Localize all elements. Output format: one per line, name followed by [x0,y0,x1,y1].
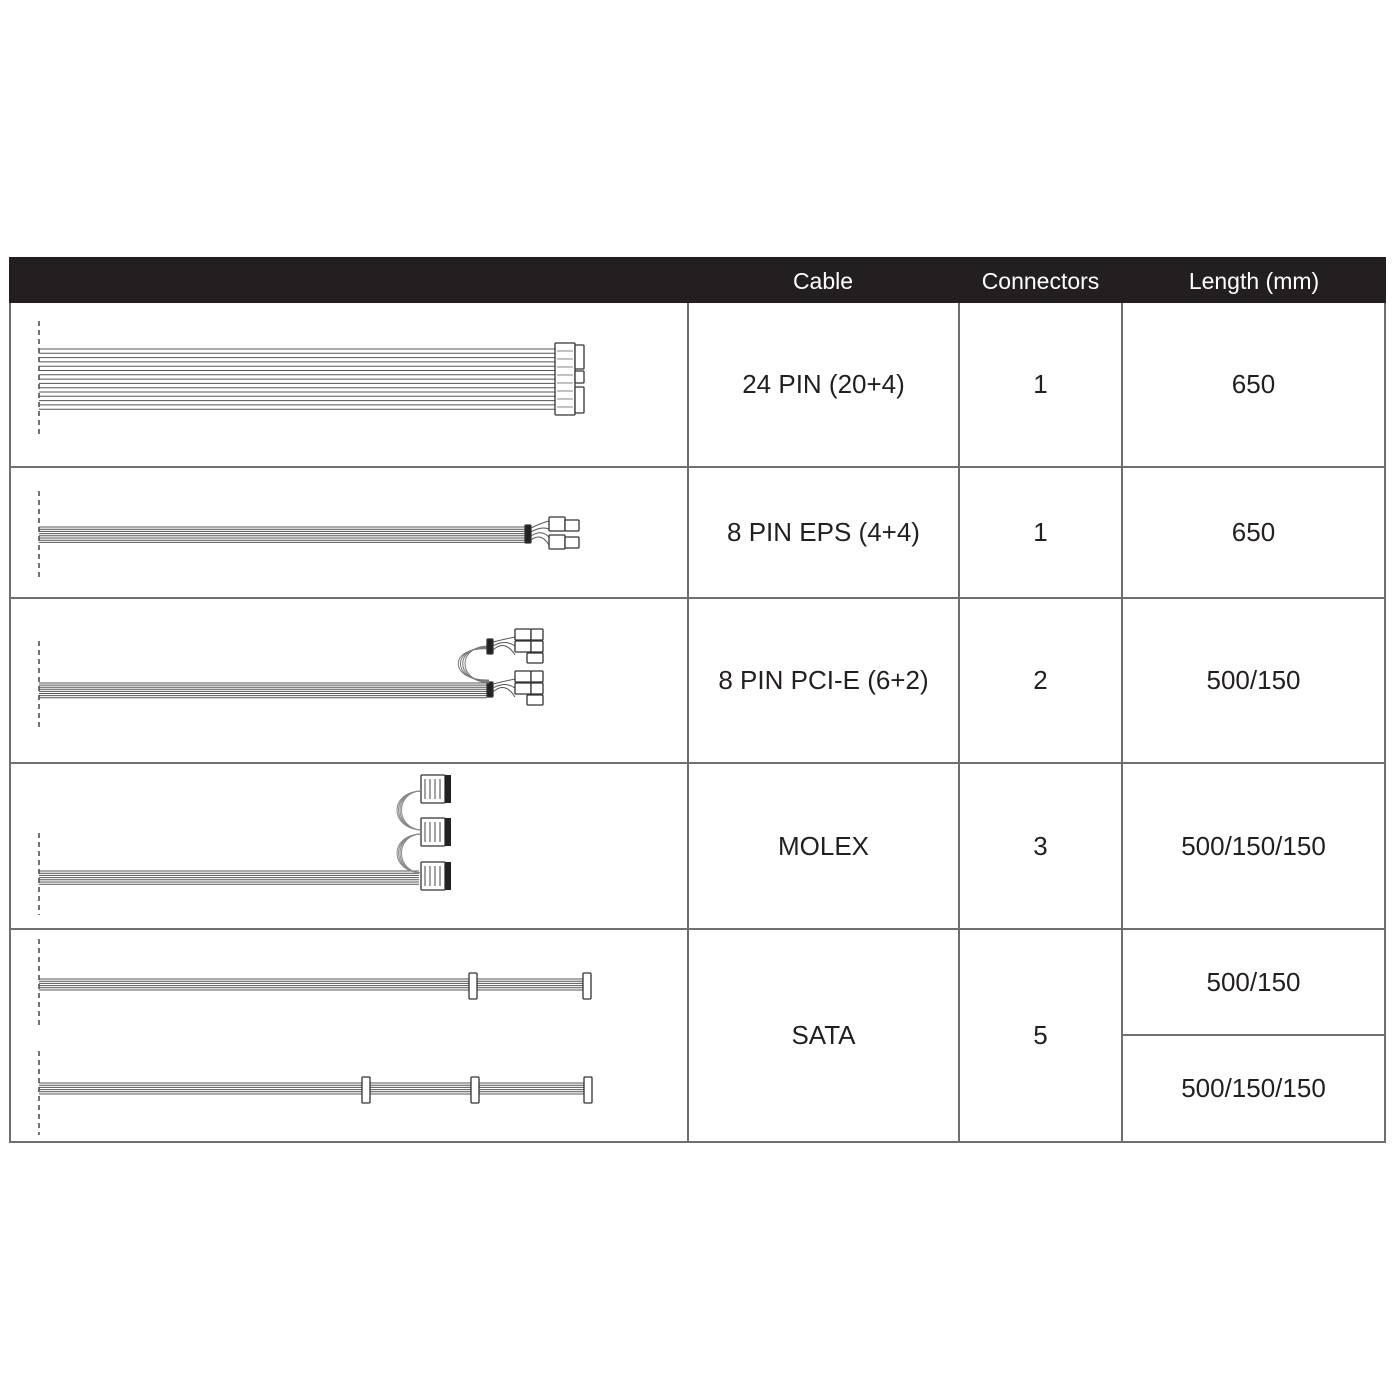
table-body [9,303,1386,1143]
connector-count: 1 [1033,369,1048,399]
table-border-right [1384,303,1386,1143]
connector-pcie-2pin [527,695,543,705]
connector-eps-half [565,520,579,531]
connector-molex-cap [445,818,451,846]
column-header-cable: Cable [792,268,854,294]
connector-eps-half [549,535,565,549]
connector-pcie [531,683,543,694]
cable-length: 500/150 [1206,966,1301,997]
cable-name: 8 PIN EPS (4+4) [727,517,920,547]
connector-sata [362,1077,370,1103]
pcie-cable-drawing [39,629,543,731]
connector-pcie [531,641,543,652]
cable-length: 500/150/150 [1181,1073,1326,1103]
cable-name: SATA [791,1020,856,1050]
connector-latch [575,345,584,369]
wire [531,533,549,537]
24-pin-cable-drawing [39,321,584,438]
cable-name: 24 PIN (20+4) [742,369,905,399]
connector-ferrule [487,682,493,697]
connector-eps-half [565,537,579,548]
wire [531,528,549,532]
sata-cable-drawing [39,939,592,1135]
connector-molex-cap [445,775,451,803]
connector-pcie [515,629,531,640]
wire [493,637,515,642]
eps-cable-drawing [39,491,579,581]
connector-pcie-2pin [527,653,543,663]
wire [493,679,515,684]
wire [531,521,549,528]
connector-sata [471,1077,479,1103]
connector-count: 1 [1033,517,1048,547]
cable-length: 500/150 [1206,665,1301,695]
connector-pcie [515,671,531,682]
cable-drawings [9,303,687,1143]
connector-count: 2 [1033,665,1048,695]
connector-24pin [555,343,575,415]
wire [531,537,549,545]
connector-ferrule [487,639,493,654]
column-header-connectors: Connectors [981,268,1100,294]
connector-count: 5 [1033,1020,1048,1050]
cable-name: 8 PIN PCI-E (6+2) [718,665,929,695]
column-header-length: Length (mm) [1188,268,1320,294]
connector-sata [469,973,477,999]
connector-sata [583,973,591,999]
connector-molex-cap [445,862,451,890]
wire [493,646,515,655]
connector-pcie [531,629,543,640]
wire [493,688,515,697]
connector-pcie [515,641,531,652]
connector-ferrule [525,525,531,543]
cable-name: MOLEX [777,830,870,861]
cable-length: 650 [1231,369,1276,399]
connector-latch [575,387,584,413]
connector-pcie [531,671,543,682]
connector-pcie [515,683,531,694]
cable-length: 650 [1231,517,1276,547]
connector-latch [575,371,584,383]
wire [397,791,421,830]
connector-eps-half [549,517,565,531]
connector-sata [584,1077,592,1103]
molex-cable-drawing [39,775,451,915]
table-header [9,257,1386,303]
cable-length: 500/150/150 [1181,830,1326,861]
cable-spec-table [9,257,1386,1143]
wire [397,834,421,873]
connector-count: 3 [1033,830,1048,861]
